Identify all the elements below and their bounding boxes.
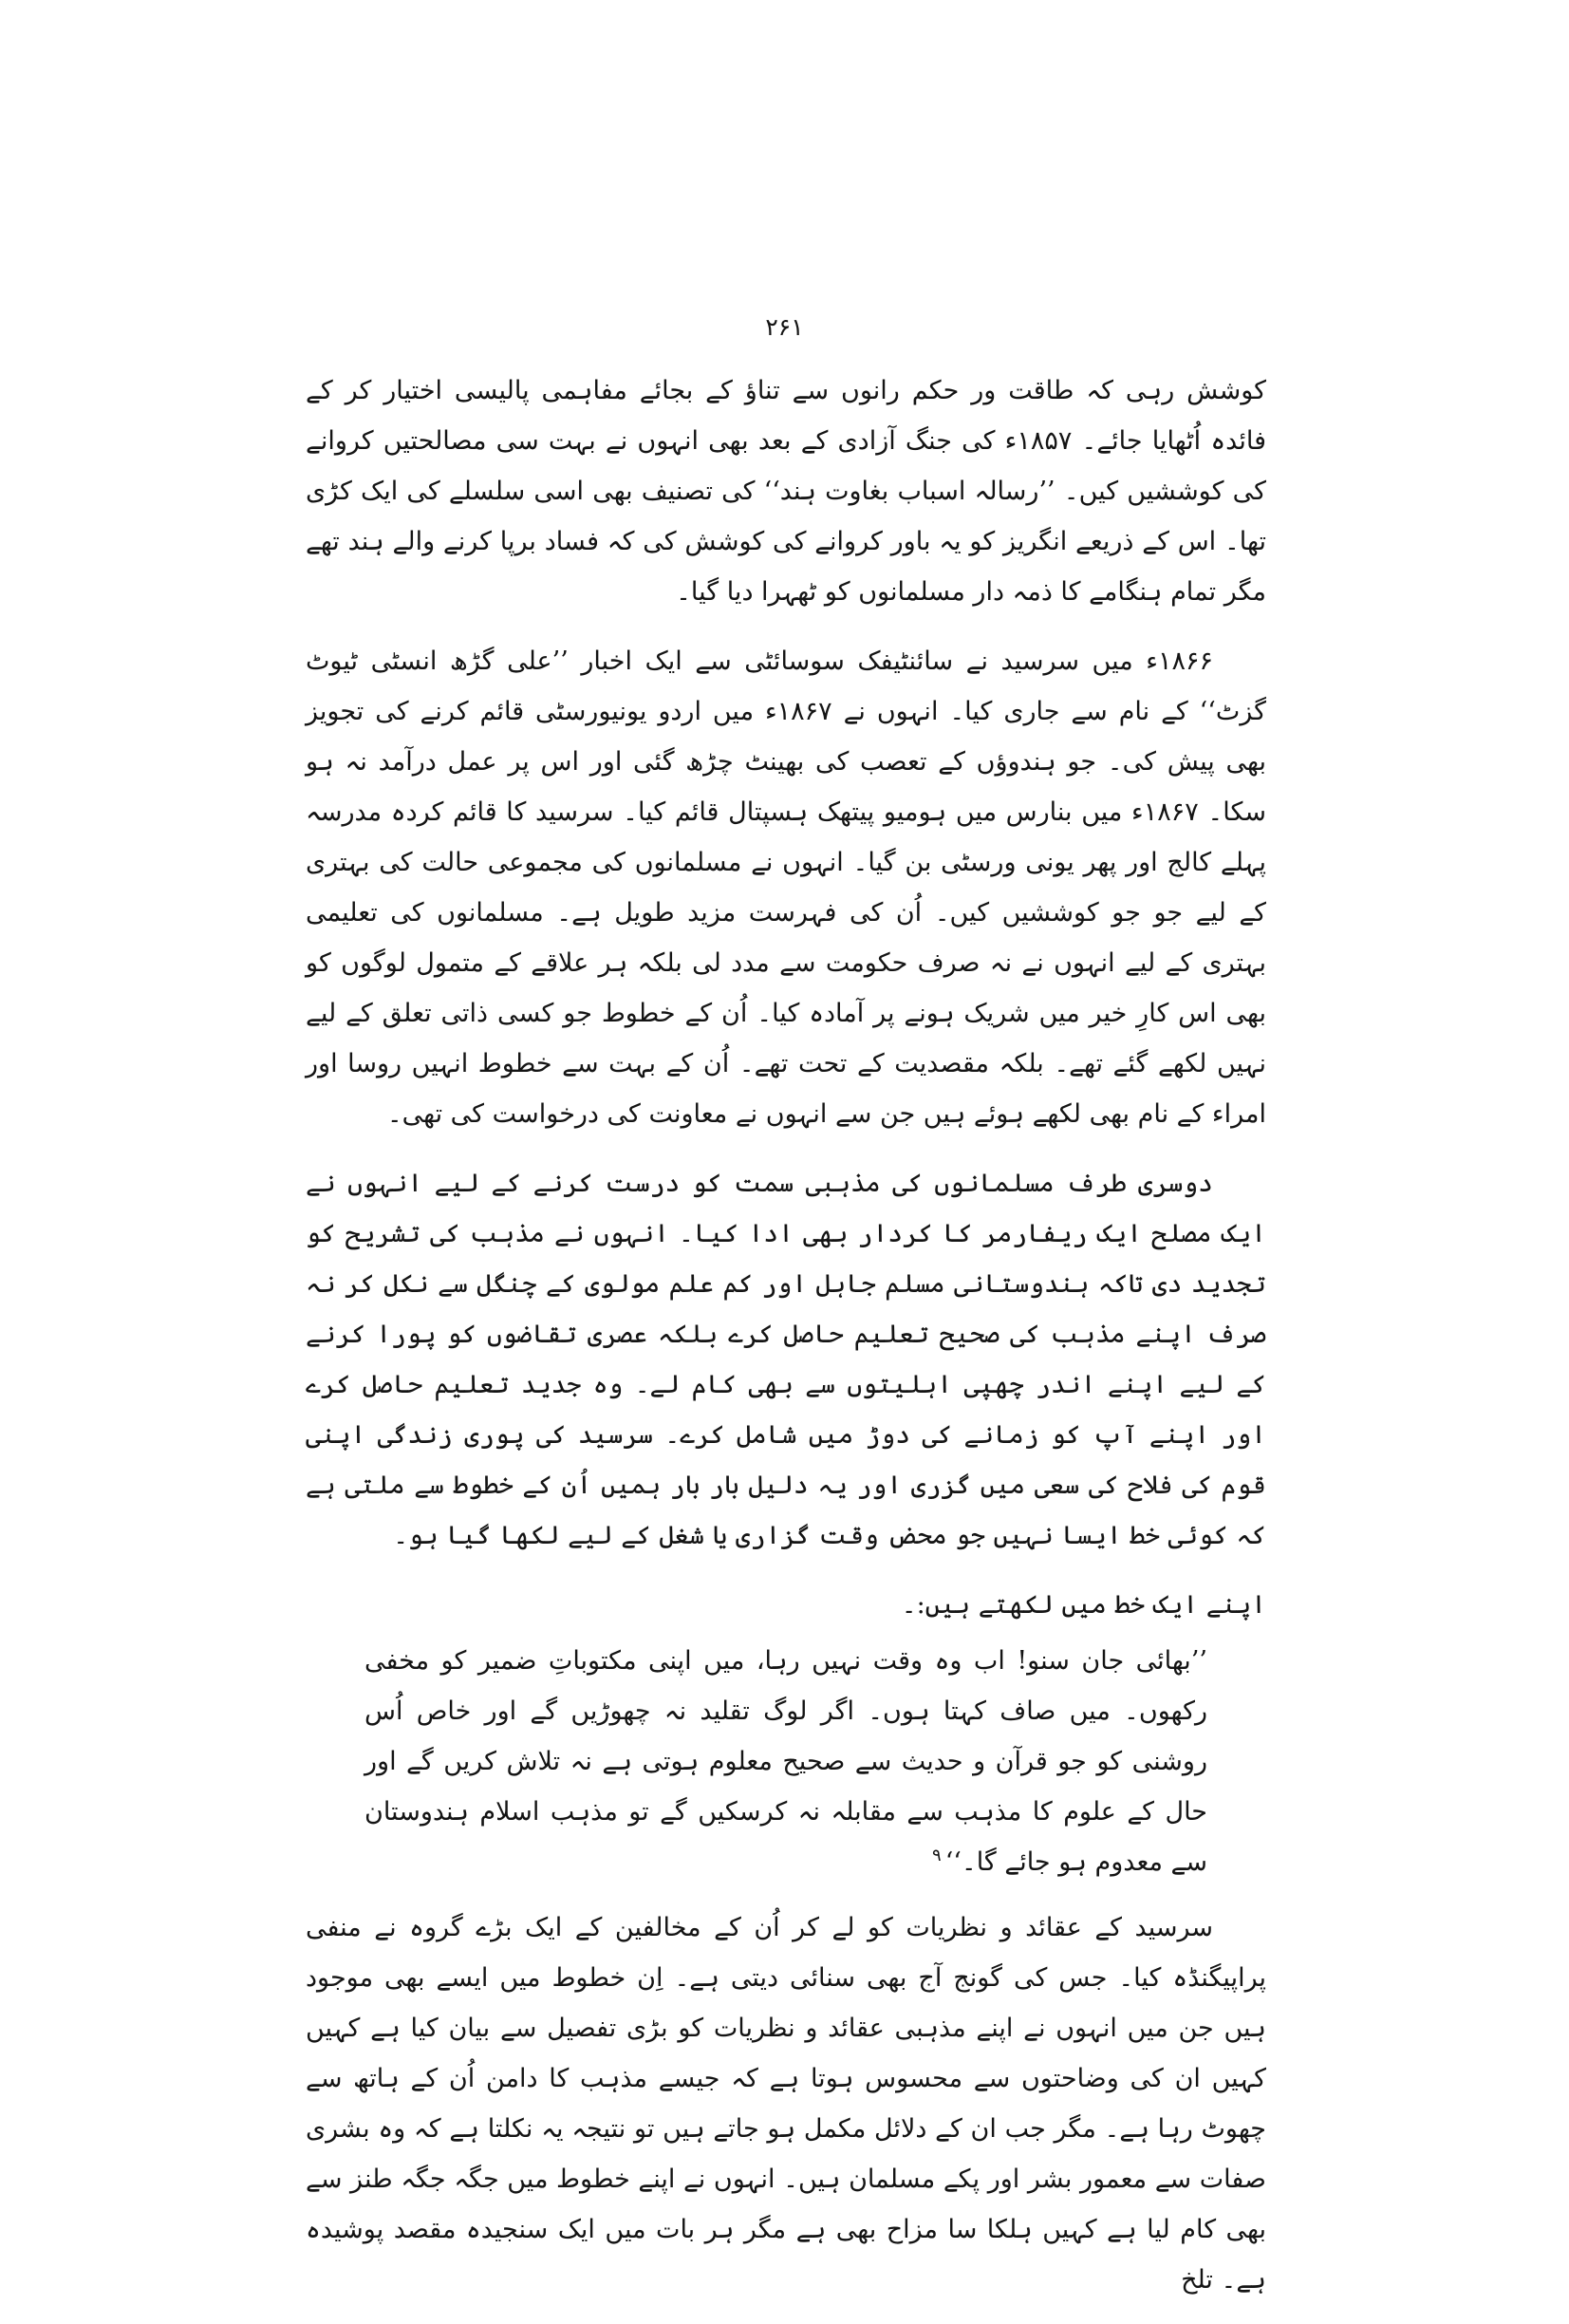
paragraph-religious-reform: دوسری طرف مسلمانوں کی مذہبی سمت کو درست کرنے کے لیے انہوں نے ایک مصلح ایک ریفارمر کا کردار بھی ادا کیا۔ انہوں نے مذہب کی تشریح کو تجدید دی تاکہ ہندوستانی مسلم جاہل اور کم علم مولوی کے چنگل سے نکل کر نہ صرف اپنے مذہب کی صحیح تعلیم حاصل کرے بلکہ عصری تقاضوں کو پورا کرنے کے لیے اپنے اندر چھپی اہلیتوں سے بھی کام لے۔ وہ جدید تعلیم حاصل کرے اور اپنے آپ کو زمانے کی دوڑ میں شامل کرے۔ سرسید کی پوری زندگی اپنی قوم کی فلاح کی سعی میں گزری اور یہ دلیل بار بار ہمیں اُن کے خطوط سے ملتی ہے کہ کوئی خط ایسا نہیں جو محض وقت گزاری یا شغل کے لیے لکھا گیا ہو۔ [306, 1169, 1266, 1550]
block-quote-text: ’’بھائی جان سنو! اب وہ وقت نہیں رہا، میں اپنی مکتوباتِ ضمیر کو مخفی رکھوں۔ میں صاف کہتا ہوں۔ اگر لوگ تقلید نہ چھوڑیں گے اور خاص اُس روشنی کو جو قرآن و حدیث سے صحیح معلوم ہوتی ہے نہ تلاش کریں گے اور حال کے علوم کا مذہب سے مقابلہ نہ کرسکیں گے تو مذہب اسلام ہندوستان سے معدوم ہو جائے گا۔‘‘ [364, 1646, 1207, 1877]
footnote-marker: ۹ [932, 1846, 942, 1865]
paragraph-quote-intro: اپنے ایک خط میں لکھتے ہیں:۔ [901, 1590, 1266, 1620]
body-text [306, 365, 1266, 2324]
page-number: ۲۶۱ [765, 313, 804, 341]
paragraph-opposition: سرسید کے عقائد و نظریات کو لے کر اُن کے مخالفین کے ایک بڑے گروہ نے منفی پراپیگنڈہ کیا۔ جس کی گونج آج بھی سنائی دیتی ہے۔ اِن خطوط میں ایسے بھی موجود ہیں جن میں انہوں نے اپنے مذہبی عقائد و نظریات کو بڑی تفصیل سے بیان کیا ہے کہیں کہیں ان کی وضاحتوں سے محسوس ہوتا ہے کہ جیسے مذہب کا دامن اُن کے ہاتھ سے چھوٹ رہا ہے۔ مگر جب ان کے دلائل مکمل ہو جاتے ہیں تو نتیجہ یہ نکلتا ہے کہ وہ بشری صفات سے معمور بشر اور پکے مسلمان ہیں۔ انہوں نے اپنے خطوط میں جگہ جگہ طنز سے بھی کام لیا ہے کہیں ہلکا سا مزاح بھی ہے مگر ہر بات میں ایک سنجیدہ مقصد پوشیدہ ہے۔ تلخ [306, 1913, 1266, 2295]
block-quote [364, 1636, 1207, 1887]
paragraph-reconciliation: کوشش رہی کہ طاقت ور حکم رانوں سے تناؤ کے بجائے مفاہمی پالیسی اختیار کر کے فائدہ اُٹھایا جائے۔ ۱۸۵۷ء کی جنگ آزادی کے بعد بھی انہوں نے بہت سی مصالحتیں کروانے کی کوششیں کیں۔ ’’رسالہ اسباب بغاوت ہند‘‘ کی تصنیف بھی اسی سلسلے کی ایک کڑی تھا۔ اس کے ذریعے انگریز کو یہ باور کروانے کی کوشش کی کہ فساد برپا کرنے والے ہند تھے مگر تمام ہنگامے کا ذمہ دار مسلمانوں کو ٹھہرا دیا گیا۔ [306, 376, 1266, 607]
paragraph-institutions: ۱۸۶۶ء میں سرسید نے سائنٹیفک سوسائٹی سے ایک اخبار ’’علی گڑھ انسٹی ٹیوٹ گزٹ‘‘ کے نام سے جاری کیا۔ انہوں نے ۱۸۶۷ء میں اردو یونیورسٹی قائم کرنے کی تجویز بھی پیش کی۔ جو ہندوؤں کے تعصب کی بھینٹ چڑھ گئی اور اس پر عمل درآمد نہ ہو سکا۔ ۱۸۶۷ء میں بنارس میں ہومیو پیتھک ہسپتال قائم کیا۔ سرسید کا قائم کردہ مدرسہ پہلے کالج اور پھر یونی ورسٹی بن گیا۔ انہوں نے مسلمانوں کی مجموعی حالت کی بہتری کے لیے جو جو کوششیں کیں۔ اُن کی فہرست مزید طویل ہے۔ مسلمانوں کی تعلیمی بہتری کے لیے انہوں نے نہ صرف حکومت سے مدد لی بلکہ ہر علاقے کے متمول لوگوں کو بھی اس کارِ خیر میں شریک ہونے پر آمادہ کیا۔ اُن کے خطوط جو کسی ذاتی تعلق کے لیے نہیں لکھے گئے تھے۔ بلکہ مقصدیت کے تحت تھے۔ اُن کے بہت سے خطوط انہیں روسا اور امراء کے نام بھی لکھے ہوئے ہیں جن سے انہوں نے معاونت کی درخواست کی تھی۔ [306, 647, 1267, 1129]
